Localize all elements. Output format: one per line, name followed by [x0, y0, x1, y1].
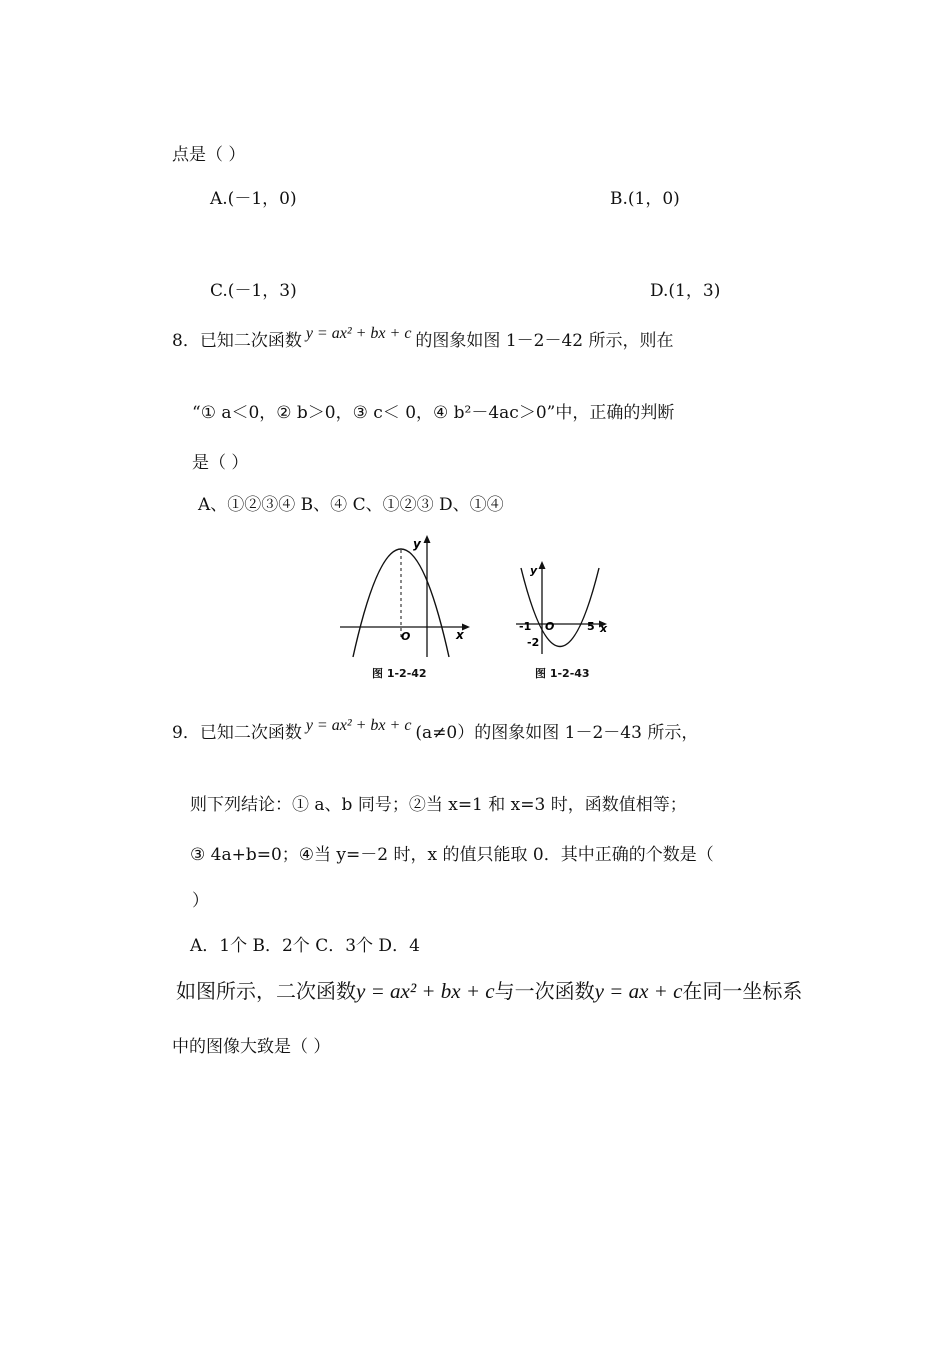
- q10-middle: 与一次函数: [494, 979, 595, 1003]
- q10-ask: 中的图像大致是（ ）: [172, 1037, 331, 1057]
- q7-option-a: A.(－1，0): [210, 189, 297, 209]
- q7-option-c: C.(－1，3): [210, 281, 297, 301]
- q8-options: A、①②③④ B、④ C、①②③ D、①④: [198, 495, 504, 515]
- fig42-origin-label: O: [401, 630, 411, 643]
- q7-option-d: D.(1，3): [650, 281, 721, 301]
- fig43-caption: 图 1-2-43: [535, 667, 590, 680]
- q8-formula: y = ax² + bx + c: [305, 325, 412, 342]
- q9-suffix: (a≠0）的图象如图 1－2－43 所示，: [415, 723, 699, 743]
- fig42-y-label: y: [413, 537, 421, 551]
- figure-1-2-42: [338, 532, 478, 662]
- fig43-five-label: 5: [587, 620, 595, 633]
- q8-suffix: 的图象如图 1－2－42 所示，则在: [415, 331, 674, 351]
- fig43-x-label: x: [600, 622, 608, 635]
- q9-conclusions-1: 则下列结论：① a、b 同号；②当 x=1 和 x=3 时，函数值相等；: [190, 795, 687, 815]
- q8-prefix: 8．已知二次函数: [172, 331, 302, 351]
- q10-prefix: 如图所示，二次函数: [176, 979, 356, 1003]
- figure-1-2-43: [514, 558, 614, 658]
- q9-prefix: 9．已知二次函数: [172, 723, 302, 743]
- fig42-x-label: x: [456, 628, 464, 642]
- fig42-caption: 图 1-2-42: [372, 667, 427, 680]
- q10-suffix: 在同一坐标系: [682, 979, 803, 1003]
- fig43-origin-label: O: [545, 620, 555, 633]
- fig43-neg-one-label: -1: [519, 620, 532, 633]
- fig43-neg-two-label: -2: [527, 636, 540, 649]
- q8-stem: [172, 325, 674, 353]
- q9-stem: [172, 717, 699, 745]
- q9-formula: y = ax² + bx + c: [305, 717, 412, 734]
- q10-formula-quadratic: y = ax² + bx + c: [356, 979, 495, 1003]
- q8-conditions: “① a＜0，② b＞0，③ c＜ 0，④ b²－4ac＞0”中，正确的判断: [192, 403, 675, 423]
- q10-stem: [176, 978, 802, 1004]
- q9-conclusions-3: ）: [192, 891, 209, 911]
- q7-stem-tail: 点是（ ）: [172, 145, 246, 165]
- q10-formula-linear: y = ax + c: [594, 979, 683, 1003]
- q9-conclusions-2: ③ 4a+b=0；④当 y=－2 时，x 的值只能取 0．其中正确的个数是（: [190, 845, 714, 865]
- q7-option-b: B.(1，0): [610, 189, 680, 209]
- q8-ask: 是（ ）: [192, 453, 249, 473]
- q9-options: A．1个 B．2个 C．3个 D．4: [190, 936, 420, 956]
- fig43-y-label: y: [530, 564, 538, 577]
